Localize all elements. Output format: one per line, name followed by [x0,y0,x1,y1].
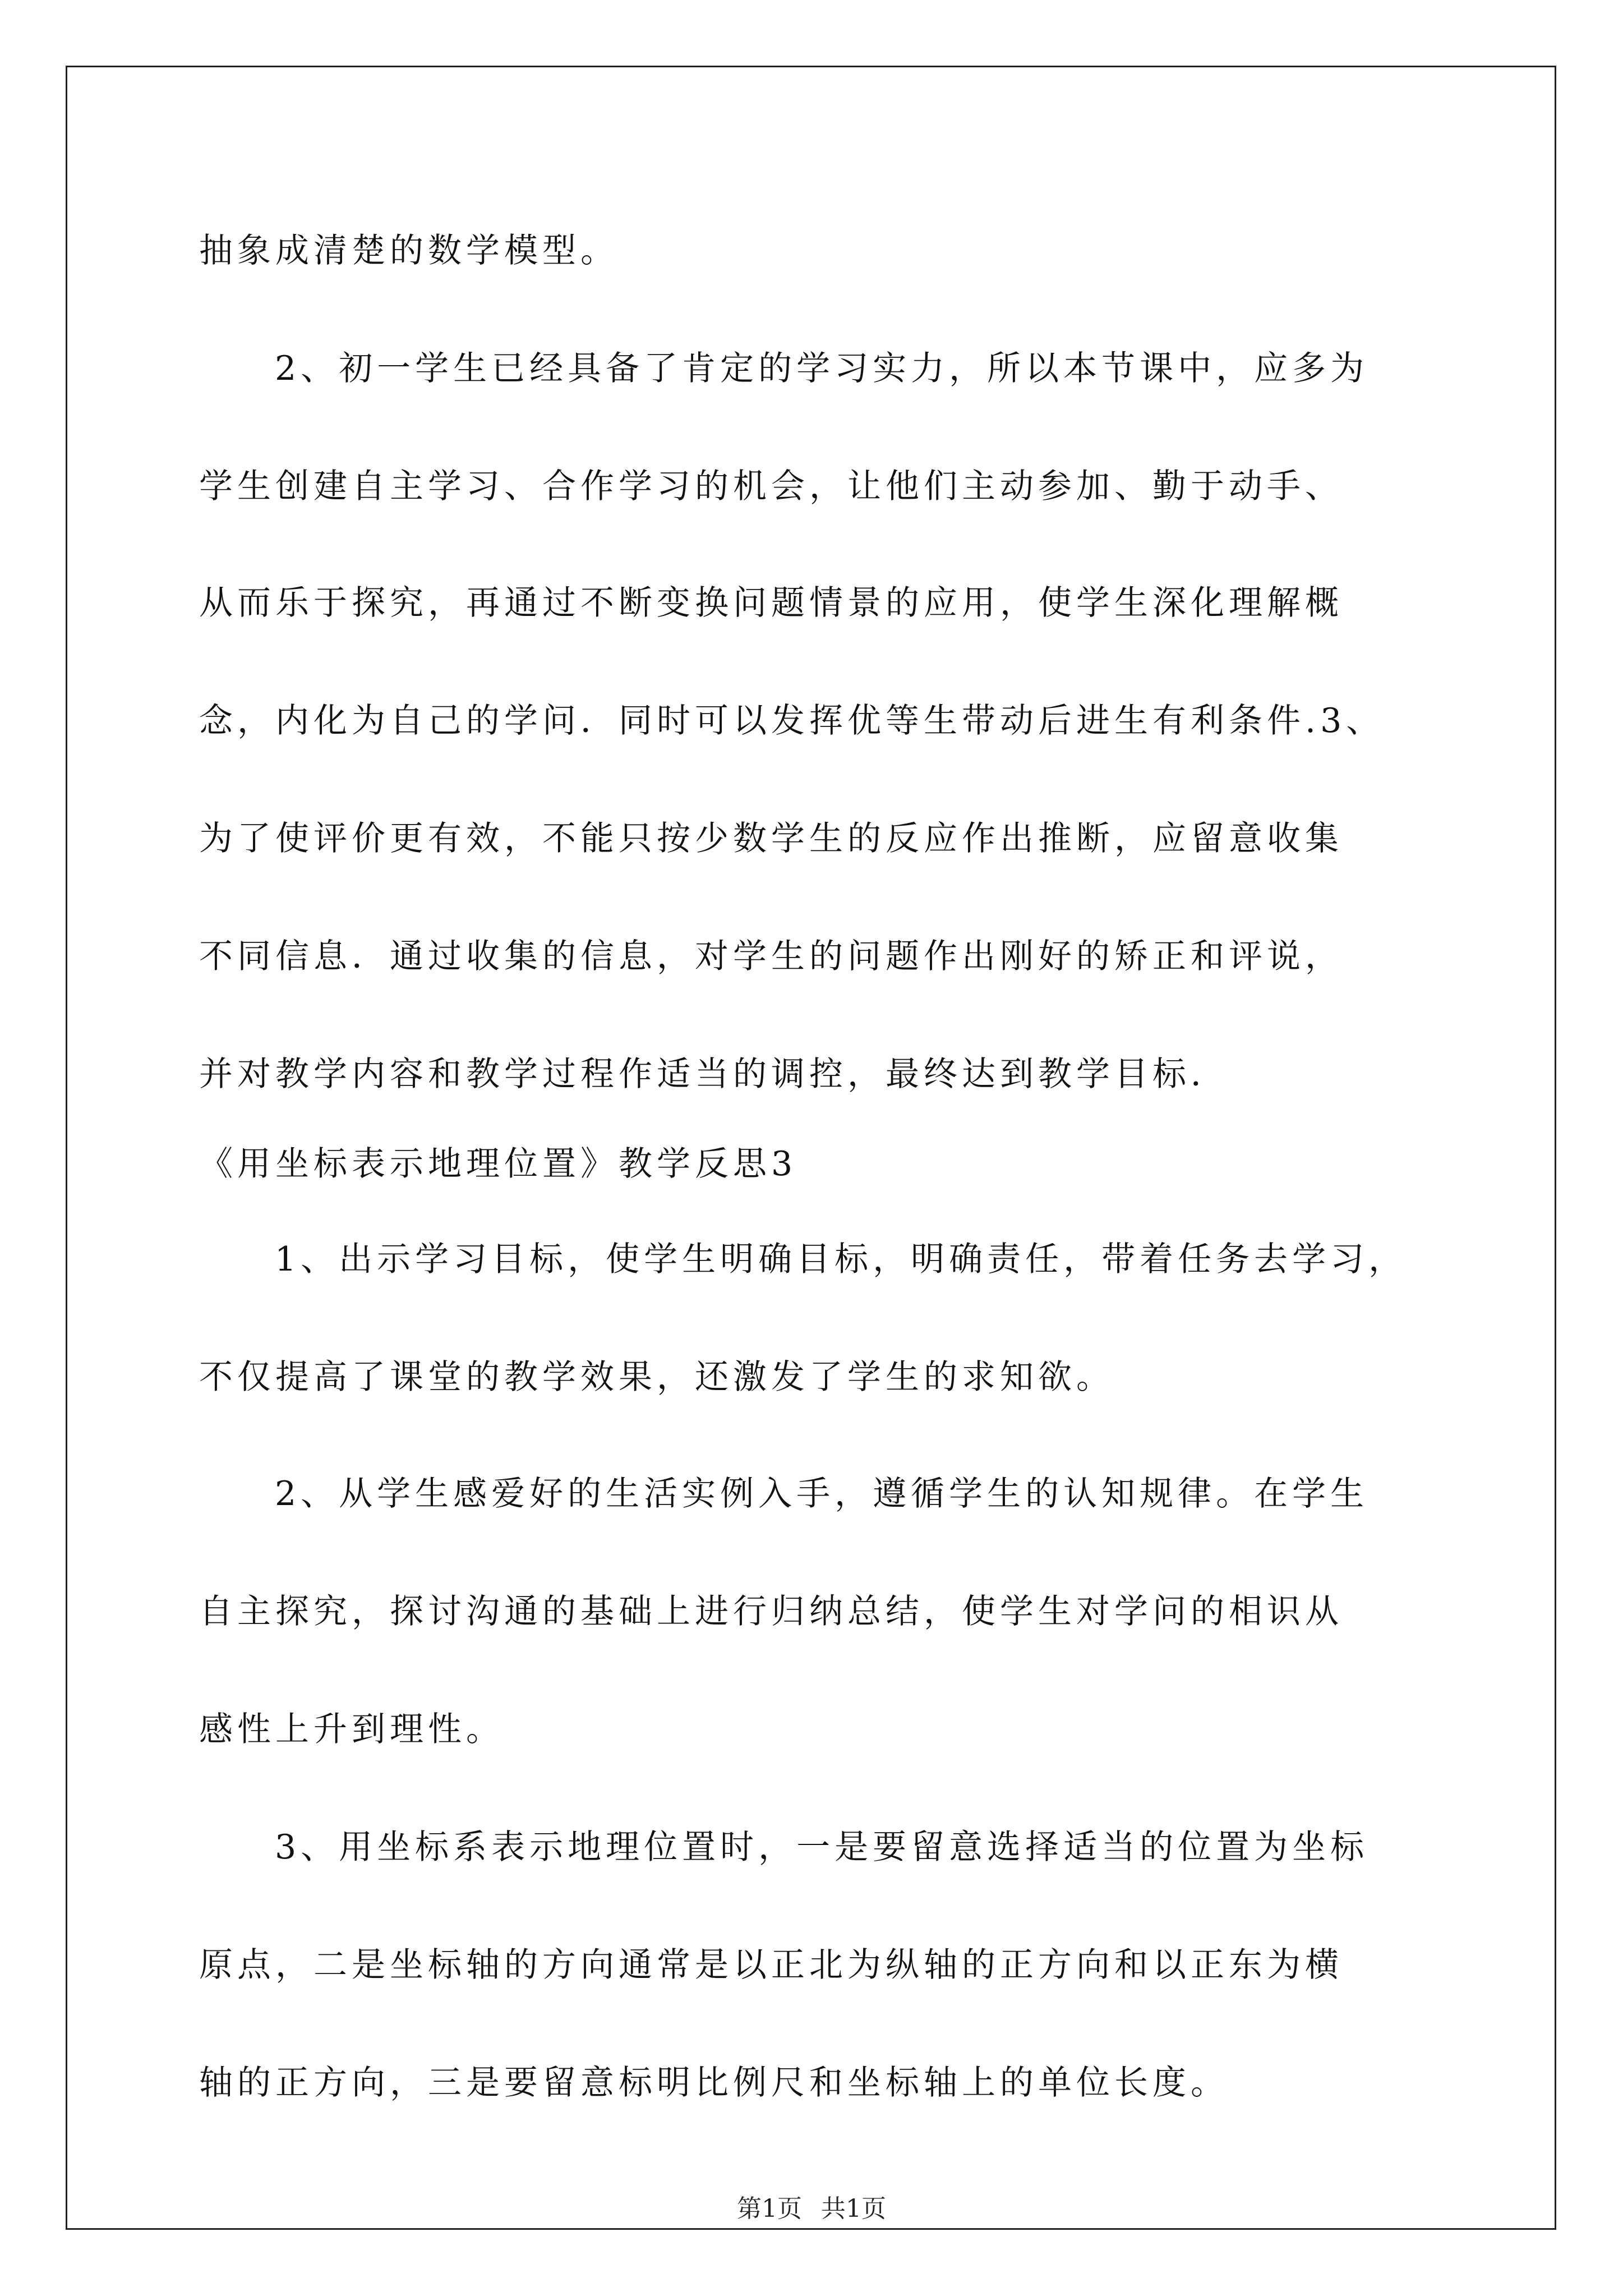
text-line: 不同信息．通过收集的信息，对学生的问题作出刚好的矫正和评说， [199,937,1343,976]
text-line: 并对教学内容和教学过程作适当的调控，最终达到教学目标． [199,1055,1229,1094]
text-line: 原点，二是坐标轴的方向通常是以正北为纵轴的正方向和以正东为横 [199,1945,1343,1985]
text-line: 不仅提高了课堂的教学效果，还激发了学生的求知欲。 [199,1358,1114,1397]
page-number-total: 共1页 [821,2194,886,2223]
paragraph-first-line: 1、出示学习目标，使学生明确目标，明确责任，带着任务去学习， [275,1240,1407,1279]
page-number-current: 第1页 [737,2194,802,2223]
text-line: 为了使评价更有效，不能只按少数学生的反应作出推断，应留意收集 [199,819,1343,858]
text-line: 从而乐于探究，再通过不断变换问题情景的应用，使学生深化理解概 [199,583,1343,623]
text-line: 自主探究，探讨沟通的基础上进行归纳总结，使学生对学问的相识从 [199,1592,1343,1631]
text-line: 感性上升到理性。 [199,1710,504,1749]
paragraph-first-line: 2、初一学生已经具备了肯定的学习实力，所以本节课中，应多为 [275,349,1369,388]
paragraph-first-line: 2、从学生感爱好的生活实例入手，遵循学生的认知规律。在学生 [275,1474,1369,1513]
page-footer [0,2193,1623,2225]
text-line: 抽象成清楚的数学模型。 [199,231,619,270]
section-heading: 《用坐标表示地理位置》教学反思3 [199,1144,797,1184]
text-line: 学生创建自主学习、合作学习的机会，让他们主动参加、勤于动手、 [199,467,1343,506]
paragraph-first-line: 3、用坐标系表示地理位置时，一是要留意选择适当的位置为坐标 [275,1828,1369,1867]
text-line: 轴的正方向，三是要留意标明比例尺和坐标轴上的单位长度。 [199,2063,1229,2102]
text-line: 念，内化为自己的学问．同时可以发挥优等生带动后进生有利条件.3、 [199,701,1385,740]
